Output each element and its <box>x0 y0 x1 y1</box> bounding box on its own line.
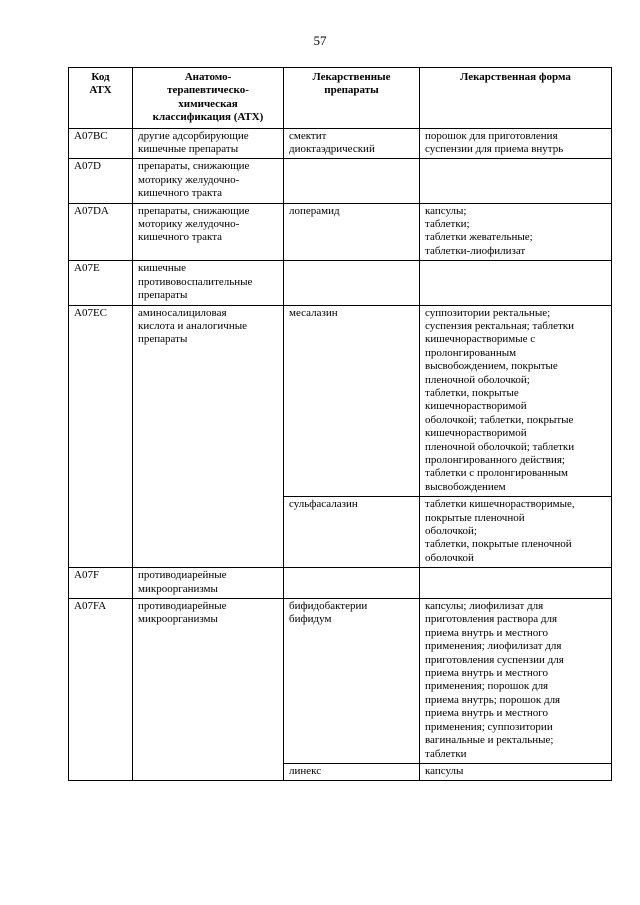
cell-classification: противодиарейные микроорганизмы <box>133 568 284 599</box>
cell-drug: лоперамид <box>284 203 420 261</box>
cell-drug <box>284 568 420 599</box>
cell-code: A07DA <box>69 203 133 261</box>
cell-classification: аминосалициловая кислота и аналогичные препараты <box>133 305 284 568</box>
header-classification: Анатомо- терапевтическо- химическая классификация (АТХ) <box>133 68 284 129</box>
cell-drug: месалазин <box>284 305 420 497</box>
cell-form: капсулы; лиофилизат для приготовления раствора для приема внутрь и местного применения; лиофилизат для приготовления суспензии для приема внутрь и местного применения; порошок для приема внутрь; порошок для приема внутрь и местного применения; суппозитории вагинальные и ректальные; таблетки <box>420 599 612 764</box>
table-row <box>69 128 612 159</box>
cell-code: A07E <box>69 261 133 305</box>
cell-code: A07D <box>69 159 133 203</box>
table-row <box>69 159 612 203</box>
cell-code: A07BC <box>69 128 133 159</box>
cell-form: порошок для приготовления суспензии для приема внутрь <box>420 128 612 159</box>
cell-classification: другие адсорбирующие кишечные препараты <box>133 128 284 159</box>
cell-form: таблетки кишечнорастворимые, покрытые пленочной оболочкой; таблетки, покрытые пленочной оболочкой <box>420 497 612 568</box>
atx-classification-table <box>68 67 612 781</box>
cell-classification: противодиарейные микроорганизмы <box>133 599 284 781</box>
cell-drug: линекс <box>284 763 420 780</box>
cell-code: A07F <box>69 568 133 599</box>
cell-form: капсулы <box>420 763 612 780</box>
cell-drug <box>284 261 420 305</box>
table-row <box>69 261 612 305</box>
table-row <box>69 203 612 261</box>
table-row <box>69 599 612 764</box>
cell-form <box>420 261 612 305</box>
cell-form: капсулы; таблетки; таблетки жевательные; таблетки-лиофилизат <box>420 203 612 261</box>
cell-classification: препараты, снижающие моторику желудочно- кишечного тракта <box>133 159 284 203</box>
cell-code: A07EC <box>69 305 133 568</box>
cell-form: суппозитории ректальные; суспензия ректальная; таблетки кишечнорастворимые с пролонгированным высвобождением, покрытые пленочной оболочкой; таблетки, покрытые кишечнорастворимой оболочкой; таблетки, покрытые кишечнорастворимой пленочной оболочкой; таблетки пролонгированного действия; таблетки с пролонгированным высвобождением <box>420 305 612 497</box>
header-drug: Лекарственные препараты <box>284 68 420 129</box>
table-header-row <box>69 68 612 129</box>
header-code: Код АТХ <box>69 68 133 129</box>
cell-classification: кишечные противовоспалительные препараты <box>133 261 284 305</box>
cell-drug: бифидобактерии бифидум <box>284 599 420 764</box>
page-number: 57 <box>313 33 327 48</box>
cell-drug <box>284 159 420 203</box>
cell-classification: препараты, снижающие моторику желудочно- кишечного тракта <box>133 203 284 261</box>
cell-form <box>420 568 612 599</box>
cell-drug: сульфасалазин <box>284 497 420 568</box>
table-row <box>69 568 612 599</box>
table-row <box>69 305 612 497</box>
cell-form <box>420 159 612 203</box>
cell-code: A07FA <box>69 599 133 781</box>
cell-drug: смектит диоктаэдрический <box>284 128 420 159</box>
header-form: Лекарственная форма <box>420 68 612 129</box>
